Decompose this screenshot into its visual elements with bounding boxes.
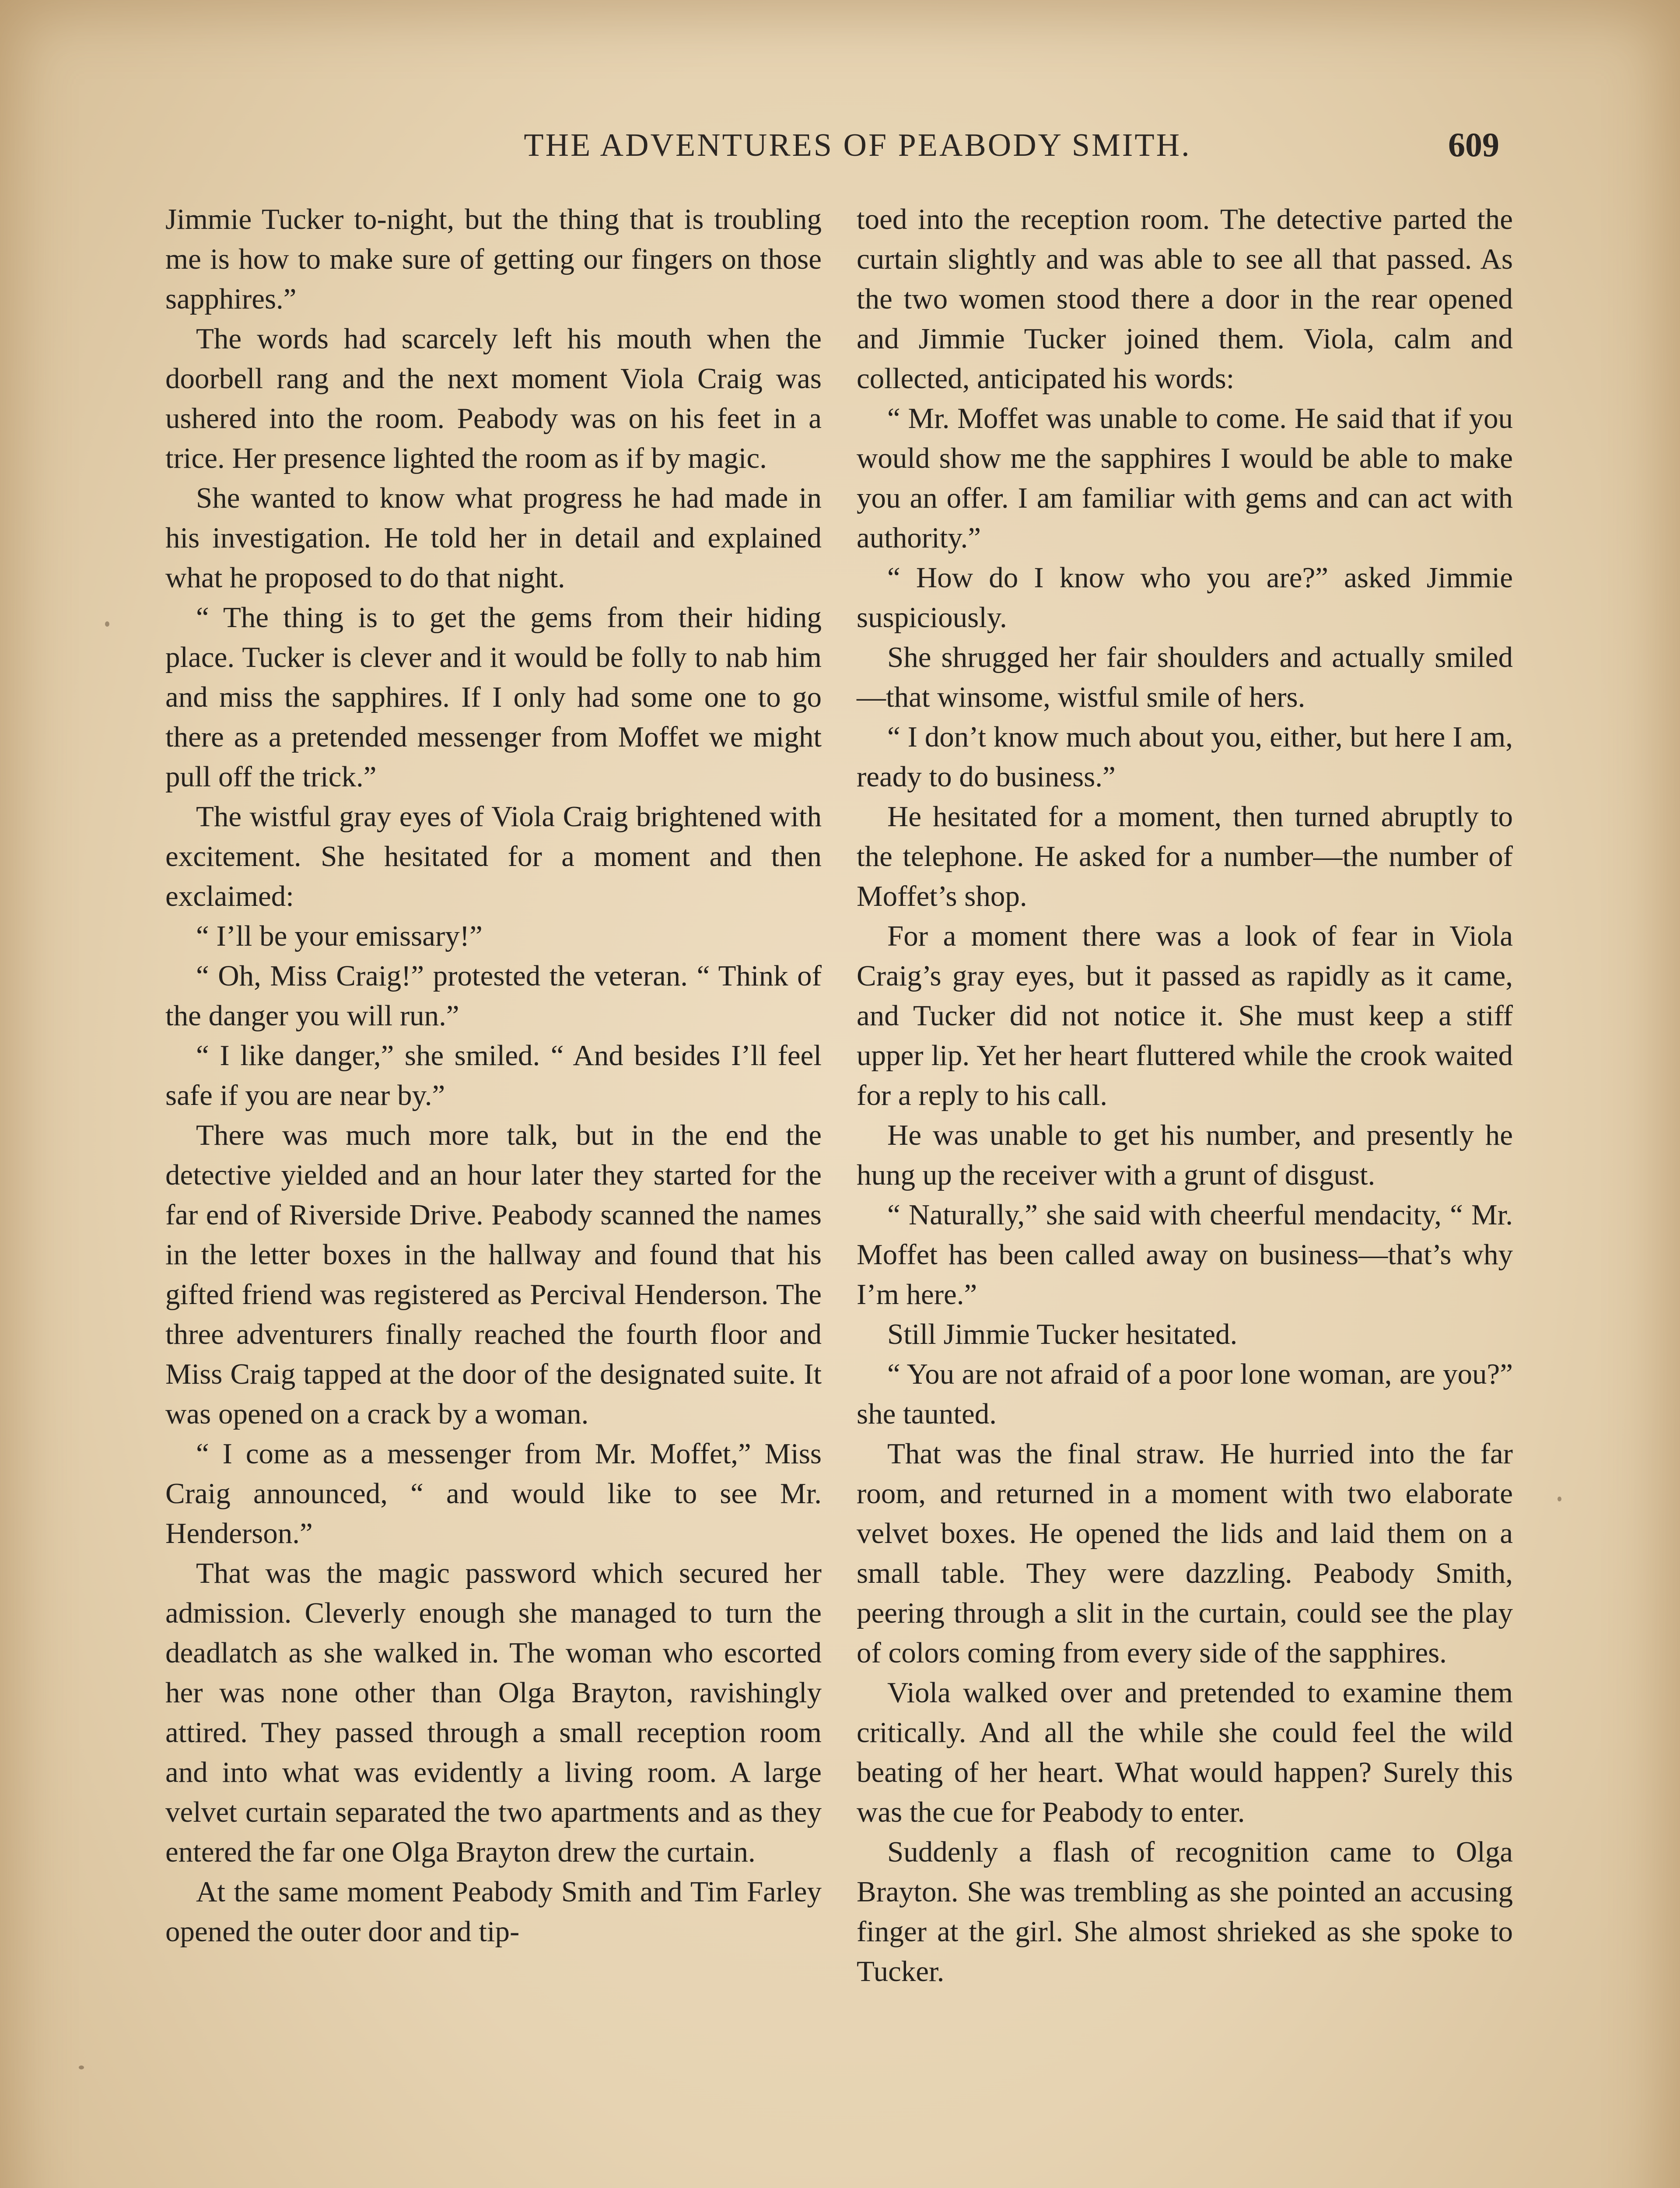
paragraph: “ I like danger,” she smiled. “ And besides I’ll feel safe if you are near by.”	[165, 1039, 822, 1112]
paragraph: “ You are not afraid of a poor lone woman, are you?” she taunted.	[857, 1358, 1513, 1430]
left-column	[165, 200, 822, 1952]
paragraph: “ Naturally,” she said with cheerful mendacity, “ Mr. Moffet has been called away on business—that’s why I’m here.”	[857, 1199, 1513, 1311]
page-number: 609	[1448, 126, 1499, 164]
paragraph: He was unable to get his number, and presently he hung up the receiver with a grunt of disgust.	[857, 1119, 1513, 1191]
paragraph: She wanted to know what progress he had made in his investigation. He told her in detail and explained what he proposed to do that night.	[165, 482, 822, 594]
paragraph: There was much more talk, but in the end the detective yielded and an hour later they started for the far end of Riverside Drive. Peabody scanned the names in the letter boxes in the hallway and found that his gifted friend was registered as Percival Henderson. The three adventurers finally reached the fourth floor and Miss Craig tapped at the door of the designated suite. It was opened on a crack by a woman.	[165, 1119, 822, 1430]
paragraph: That was the final straw. He hurried into the far room, and returned in a moment with two elaborate velvet boxes. He opened the lids and laid them on a small table. They were dazzling. Peabody Smith, peering through a slit in the curtain, could see the play of colors coming from every side of the sapphires.	[857, 1438, 1513, 1669]
paper-speck	[105, 621, 109, 627]
paper-speck	[79, 2065, 84, 2069]
paragraph: “ Oh, Miss Craig!” protested the veteran. “ Think of the danger you will run.”	[165, 960, 822, 1032]
paragraph: toed into the reception room. The detective parted the curtain slightly and was able to see all that passed. As the two women stood there a door in the rear opened and Jimmie Tucker joined them. Viola, calm and collected, anticipated his words:	[857, 203, 1513, 395]
paragraph: For a moment there was a look of fear in Viola Craig’s gray eyes, but it passed as rapidly as it came, and Tucker did not notice it. She must keep a stiff upper lip. Yet her heart fluttered while the crook waited for a reply to his call.	[857, 920, 1513, 1112]
right-column	[857, 200, 1513, 1992]
paragraph: “ How do I know who you are?” asked Jimmie suspiciously.	[857, 561, 1513, 634]
running-title: THE ADVENTURES OF PEABODY SMITH.	[524, 127, 1191, 163]
paragraph: “ I’ll be your emissary!”	[196, 920, 483, 952]
paper-speck	[1558, 1497, 1561, 1501]
paragraph: That was the magic password which secured her admission. Cleverly enough she managed to turn the deadlatch as she walked in. The woman who escorted her was none other than Olga Brayton, ravishingly attired. They passed through a small reception room and into what was evidently a living room. A large velvet curtain separated the two apartments and as they entered the far one Olga Brayton drew the curtain.	[165, 1557, 822, 1868]
paragraph: “ I don’t know much about you, either, but here I am, ready to do business.”	[857, 721, 1513, 793]
paragraph: At the same moment Peabody Smith and Tim Farley opened the outer door and tip-	[165, 1876, 822, 1948]
paragraph: Jimmie Tucker to-night, but the thing that is troubling me is how to make sure of getting our fingers on those sapphires.”	[165, 203, 822, 315]
paragraph: She shrugged her fair shoulders and actually smiled—that winsome, wistful smile of hers.	[857, 641, 1513, 713]
paragraph: The words had scarcely left his mouth when the doorbell rang and the next moment Viola Craig was ushered into the room. Peabody was on his feet in a trice. Her presence lighted the room as if by magic.	[165, 323, 822, 474]
paragraph: Viola walked over and pretended to examine them critically. And all the while she could feel the wild beating of her heart. What would happen? Surely this was the cue for Peabody to enter.	[857, 1676, 1513, 1828]
paragraph: “ The thing is to get the gems from their hiding place. Tucker is clever and it would be folly to nab him and miss the sapphires. If I only had some one to go there as a pretended messenger from Moffet we might pull off the trick.”	[165, 601, 822, 793]
paragraph: The wistful gray eyes of Viola Craig brightened with excitement. She hesitated for a moment and then exclaimed:	[165, 800, 822, 912]
paragraph: Suddenly a flash of recognition came to Olga Brayton. She was trembling as she pointed an accusing finger at the girl. She almost shrieked as she spoke to Tucker.	[857, 1836, 1513, 1988]
paragraph: “ I come as a messenger from Mr. Moffet,” Miss Craig announced, “ and would like to see Mr. Henderson.”	[165, 1438, 822, 1550]
paragraph: Still Jimmie Tucker hesitated.	[887, 1318, 1238, 1350]
paragraph: “ Mr. Moffet was unable to come. He said that if you would show me the sapphires I would be able to make you an offer. I am familiar with gems and can act with authority.”	[857, 402, 1513, 554]
paragraph: He hesitated for a moment, then turned abruptly to the telephone. He asked for a number—the number of Moffet’s shop.	[857, 800, 1513, 912]
